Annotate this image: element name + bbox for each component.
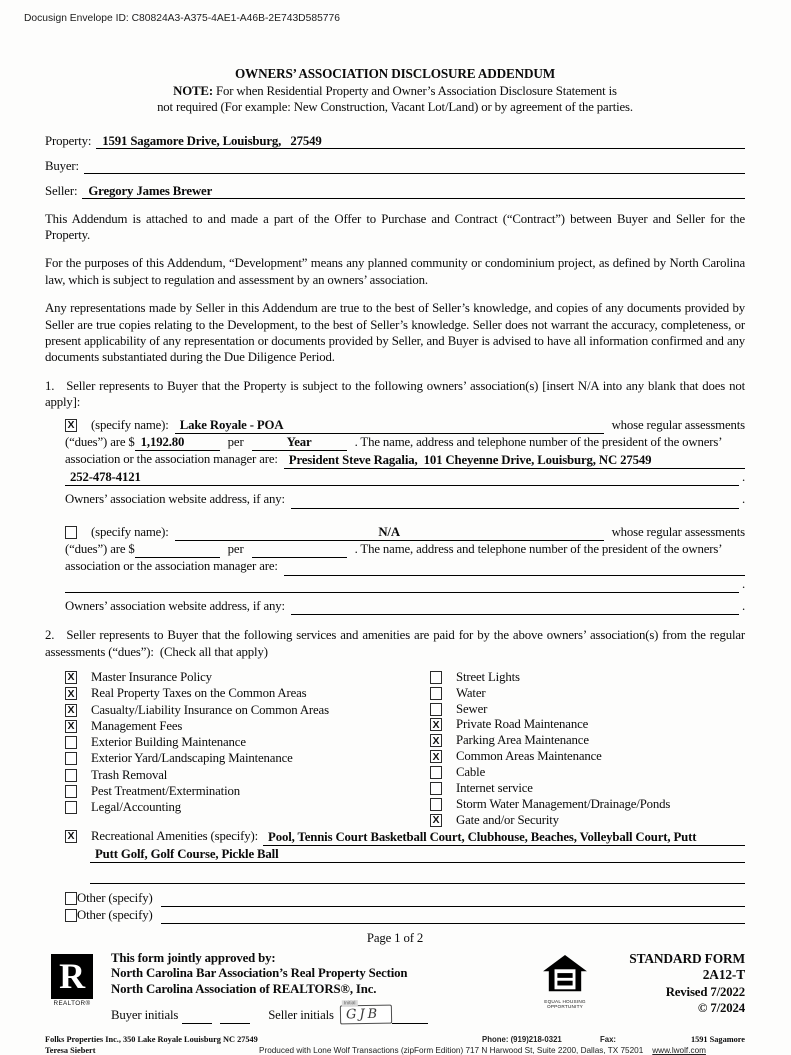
assoc2-checkbox[interactable]	[65, 526, 77, 539]
file-reference: 1591 Sagamore	[690, 1035, 745, 1045]
property-label: Property:	[45, 133, 92, 148]
service-label: Pest Treatment/Extermination	[91, 784, 240, 798]
association-block-1	[65, 417, 745, 509]
dues-suffix: . The name, address and telephone number of the president of the owners’	[354, 541, 723, 556]
service-row	[430, 765, 745, 781]
nc-realtors-line: North Carolina Association of REALTORS®, Inc.	[111, 982, 377, 997]
service-row	[65, 669, 430, 685]
other-label: Other (specify)	[77, 907, 153, 922]
equal-housing-caption-1: EQUAL HOUSING	[544, 998, 586, 1004]
manager-label: association or the association manager are:	[65, 452, 278, 467]
footer	[45, 951, 745, 1024]
website-label: Owners’ association website address, if any:	[65, 599, 285, 614]
services-checklist	[65, 669, 745, 828]
seller-initials-underline	[392, 1016, 428, 1024]
service-row	[430, 717, 745, 733]
docusign-envelope-id: Docusign Envelope ID: C80824A3-A375-4AE1-A46B-2E743D585776	[24, 13, 340, 24]
service-label: Master Insurance Policy	[91, 669, 212, 684]
line-period: .	[741, 469, 745, 484]
service-row	[65, 734, 430, 750]
assoc2-dues-row	[65, 541, 745, 558]
line-period: .	[741, 492, 745, 507]
party-fields	[45, 132, 745, 199]
service-label: Internet service	[456, 780, 533, 795]
dues-suffix: . The name, address and telephone number of the president of the owners’	[354, 434, 723, 449]
seller-initials-label: Seller initials	[268, 1008, 334, 1023]
other-field[interactable]	[161, 907, 745, 924]
assoc1-phone-field[interactable]: 252-478-4121	[65, 469, 739, 486]
note-line-2: not required (For example: New Construction, Vacant Lot/Land) or by agreement of the parties.	[157, 100, 633, 114]
website-label: Owners’ association website address, if any:	[65, 492, 285, 507]
specify-name-label: (specify name):	[91, 417, 169, 432]
service-checkbox[interactable]	[430, 671, 442, 684]
phone-text: Phone: (919)218-0321	[482, 1035, 562, 1045]
service-label: Cable	[456, 765, 486, 780]
service-row	[430, 781, 745, 797]
assoc1-name-row	[65, 417, 745, 434]
assoc1-manager-row	[65, 451, 745, 468]
service-row	[430, 733, 745, 749]
service-label: Common Areas Maintenance	[456, 749, 602, 764]
assoc1-name-field[interactable]: Lake Royale - POA	[175, 417, 604, 434]
line-period: .	[741, 576, 745, 591]
service-checkbox[interactable]	[430, 766, 442, 779]
service-label: Gate and/or Security	[456, 812, 559, 827]
service-label: Parking Area Maintenance	[456, 733, 589, 748]
assoc2-manager-row-2	[65, 576, 745, 593]
fax-text: Fax:	[600, 1035, 617, 1045]
blank-underline[interactable]	[90, 871, 745, 884]
service-checkbox[interactable]	[65, 736, 77, 749]
service-row	[65, 751, 430, 767]
other-row-1	[65, 890, 745, 907]
seller-label: Seller:	[45, 183, 78, 198]
nc-bar-line: North Carolina Bar Association’s Real Property Section	[111, 966, 408, 981]
note-label: NOTE:	[173, 83, 213, 98]
assoc1-dues-field[interactable]: 1,192.80	[135, 434, 220, 451]
other-field[interactable]	[161, 890, 745, 907]
assoc2-manager-row	[65, 558, 745, 575]
realtor-r-icon: R	[51, 954, 93, 999]
manager-label: association or the association manager are:	[65, 559, 278, 574]
approved-by-line: This form jointly approved by:	[111, 950, 276, 965]
assoc2-manager-field-2[interactable]	[65, 576, 739, 593]
assoc2-manager-field[interactable]	[284, 559, 745, 576]
whose-text: whose regular assessments	[611, 417, 745, 432]
service-label: Sewer	[456, 701, 488, 716]
association-block-2	[65, 524, 745, 616]
item-1-text: 1. Seller represents to Buyer that the Property is subject to the following owners’ association(s) [insert N/A into any blank that does not apply]:	[45, 378, 745, 410]
service-row	[65, 767, 430, 783]
recreational-label: Recreational Amenities (specify):	[91, 829, 259, 844]
services-left-column	[65, 669, 430, 828]
service-label: Street Lights	[456, 669, 520, 684]
per-label: per	[227, 434, 244, 449]
service-checkbox[interactable]	[65, 785, 77, 798]
assoc1-checkbox[interactable]: X	[65, 419, 77, 432]
services-right-column	[430, 669, 745, 828]
service-checkbox[interactable]: X	[65, 704, 77, 717]
service-row	[65, 783, 430, 799]
service-label: Trash Removal	[91, 767, 168, 782]
recreational-field-line2[interactable]: Putt Golf, Golf Course, Pickle Ball	[90, 846, 745, 863]
realtor-logo	[45, 951, 99, 1007]
service-label: Management Fees	[91, 718, 183, 733]
assoc2-website-field[interactable]	[291, 598, 739, 615]
assoc2-website-row	[65, 598, 745, 615]
assoc1-phone-row	[65, 469, 745, 486]
service-label: Private Road Maintenance	[456, 717, 589, 732]
whose-text: whose regular assessments	[611, 524, 745, 539]
service-label: Exterior Yard/Landscaping Maintenance	[91, 751, 293, 766]
service-label: Water	[456, 685, 486, 700]
broker-footer-row-1	[45, 1035, 745, 1044]
assoc1-website-row	[65, 491, 745, 508]
service-row	[65, 800, 430, 816]
service-checkbox[interactable]: X	[430, 814, 442, 827]
service-row	[430, 669, 745, 685]
other-checkbox[interactable]	[65, 909, 77, 922]
note-line-1: NOTE: For when Residential Property and Owner’s Association Disclosure Statement is	[173, 83, 617, 98]
assoc2-dues-field[interactable]	[135, 541, 220, 558]
service-label: Real Property Taxes on the Common Areas	[91, 686, 307, 701]
service-row	[430, 796, 745, 812]
buyer-row	[45, 157, 745, 174]
buyer-initials-field-2[interactable]	[220, 1011, 250, 1024]
assoc1-manager-field[interactable]: President Steve Ragalia, 101 Cheyenne Drive, Louisburg, NC 27549	[284, 452, 745, 469]
assoc2-name-row	[65, 524, 745, 541]
service-row	[430, 749, 745, 765]
buyer-initials-field-1[interactable]	[182, 1011, 212, 1024]
service-checkbox[interactable]: X	[430, 734, 442, 747]
equal-housing-house-icon	[543, 955, 587, 995]
brokerage-name: Folks Properties Inc., 350 Lake Royale Louisburg NC 27549	[45, 1035, 258, 1045]
page-title: OWNERS’ ASSOCIATION DISCLOSURE ADDENDUM	[234, 66, 556, 81]
recreational-row	[65, 828, 745, 846]
per-label: per	[227, 541, 244, 556]
service-label: Casualty/Liability Insurance on Common Areas	[91, 702, 329, 717]
recreational-field-line1[interactable]: Pool, Tennis Court Basketball Court, Clubhouse, Beaches, Volleyball Court, Putt	[263, 829, 745, 846]
seller-initials-stamp[interactable]	[340, 1000, 392, 1025]
recreational-checkbox[interactable]: X	[65, 830, 77, 843]
paragraph-representations: Any representations made by Seller in this Addendum are true to the best of Seller’s knowledge, and copies of any documents provided by Seller are true copies relating to the Development, to the best of Seller’s knowledge. Seller does not warrant the accuracy, completeness, or present applicability of any representation or documents provided by Seller, and Buyer is advised to have all information confirmed and any documents substantiated during the Due Diligence Period.	[45, 301, 745, 365]
service-row	[430, 685, 745, 701]
service-checkbox[interactable]: X	[430, 718, 442, 731]
header	[45, 66, 745, 116]
initials-row	[111, 1000, 467, 1024]
copyright-line: © 7/2024	[697, 1001, 745, 1016]
equal-housing-caption-2: OPPORTUNITY	[547, 1004, 583, 1010]
seller-initials-value: GJB	[345, 1006, 381, 1023]
service-label: Storm Water Management/Drainage/Ponds	[456, 796, 671, 811]
assoc1-per-field[interactable]: Year	[252, 434, 347, 451]
service-row	[65, 718, 430, 734]
service-label: Exterior Building Maintenance	[91, 735, 246, 750]
service-checkbox[interactable]	[430, 798, 442, 811]
initial-tag: Initial	[343, 1000, 356, 1007]
specify-name-label: (specify name):	[91, 524, 169, 539]
service-checkbox[interactable]: X	[65, 671, 77, 684]
property-row	[45, 132, 745, 149]
service-label: Legal/Accounting	[91, 800, 181, 815]
service-checkbox[interactable]	[65, 769, 77, 782]
service-checkbox[interactable]: X	[65, 687, 77, 700]
dues-prefix: (“dues”) are $	[65, 541, 135, 556]
assoc2-per-field[interactable]	[252, 541, 347, 558]
page-number: Page 1 of 2	[366, 930, 424, 945]
buyer-field[interactable]	[84, 158, 745, 174]
service-checkbox[interactable]	[65, 752, 77, 765]
service-checkbox[interactable]	[430, 703, 442, 716]
service-row	[65, 702, 430, 718]
service-checkbox[interactable]: X	[65, 720, 77, 733]
lwolf-link[interactable]: www.lwolf.com	[652, 1046, 706, 1055]
dues-prefix: (“dues”) are $	[65, 434, 135, 449]
assoc2-name-field[interactable]: N/A	[175, 524, 604, 541]
seller-row	[45, 182, 745, 199]
agent-name: Teresa Siebert	[45, 1046, 96, 1055]
other-checkbox[interactable]	[65, 892, 77, 905]
property-field[interactable]: 1591 Sagamore Drive, Louisburg, 27549	[96, 133, 745, 149]
service-checkbox[interactable]: X	[430, 750, 442, 763]
service-row	[430, 812, 745, 828]
other-row-2	[65, 907, 745, 924]
paragraph-development: For the purposes of this Addendum, “Development” means any planned community or condominium project, as defined by North Carolina law, which is subject to regulation and assessment by an owners’ association.	[45, 256, 745, 287]
service-checkbox[interactable]	[430, 782, 442, 795]
broker-footer-row-2	[45, 1046, 745, 1055]
service-row	[65, 686, 430, 702]
produced-with-text: Produced with Lone Wolf Transactions (zipForm Edition) 717 N Harwood St, Suite 2200, Dallas, TX 75201	[259, 1046, 644, 1055]
item-2-text: 2. Seller represents to Buyer that the following services and amenities are paid for by the above owners’ association(s) from the regular assessments (“dues”): (Check all that apply)	[45, 628, 745, 659]
buyer-initials-label: Buyer initials	[111, 1008, 179, 1023]
other-label: Other (specify)	[77, 890, 153, 905]
revised-line: Revised 7/2022	[665, 984, 745, 999]
form-info	[597, 951, 745, 1017]
paragraph-attached: This Addendum is attached to and made a part of the Offer to Purchase and Contract (“Contract”) between Buyer and Seller for the Property.	[45, 211, 745, 242]
equal-housing-logo	[533, 951, 597, 1010]
standard-form-line: STANDARD FORM 2A12-T	[629, 950, 745, 983]
service-checkbox[interactable]	[65, 801, 77, 814]
realtor-caption: REALTOR®	[53, 999, 91, 1007]
service-row	[430, 701, 745, 717]
assoc1-website-field[interactable]	[291, 492, 739, 509]
assoc1-dues-row	[65, 434, 745, 451]
seller-field[interactable]: Gregory James Brewer	[82, 183, 745, 199]
recreational-row-2	[90, 846, 745, 863]
line-period: .	[741, 599, 745, 614]
service-checkbox[interactable]	[430, 687, 442, 700]
approval-block	[111, 951, 467, 1024]
buyer-label: Buyer:	[45, 158, 79, 173]
